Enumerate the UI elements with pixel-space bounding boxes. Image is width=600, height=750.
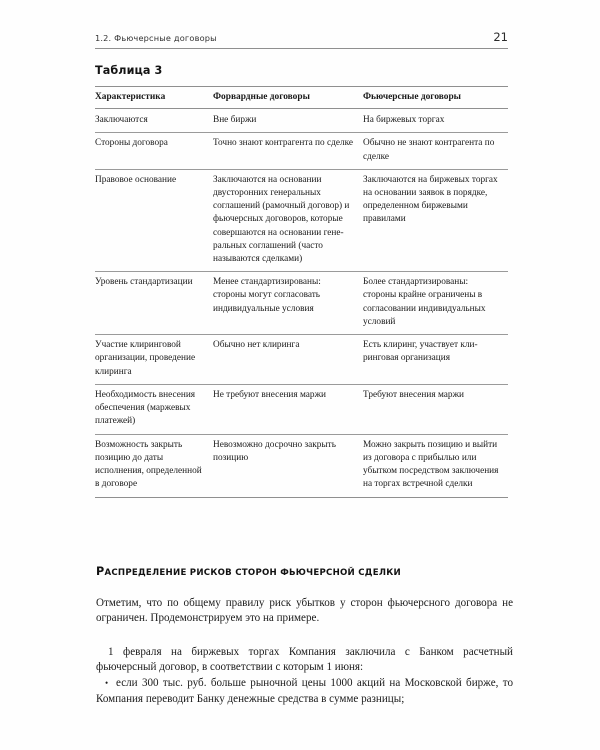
comparison-table bbox=[95, 86, 508, 498]
column-header-futures: Фьючерсные договоры bbox=[363, 87, 508, 109]
example-block bbox=[96, 645, 513, 707]
table-row bbox=[95, 435, 508, 498]
bullet-list bbox=[96, 676, 513, 707]
cell-characteristic: Уровень стандартизации bbox=[95, 272, 213, 335]
table-row bbox=[95, 335, 508, 385]
table-row bbox=[95, 272, 508, 335]
table-caption: Таблица 3 bbox=[95, 64, 163, 77]
intro-paragraph: Отметим, что по общему правилу риск убытков у сторон фьючерсного договора не ограничен. Продемонстрируем это на примере. bbox=[96, 597, 513, 625]
cell-futures: Заключаются на биржевых торгах на основании заявок в порядке, определенном биржевыми правилами bbox=[363, 170, 508, 272]
cell-futures: Требуют внесения маржи bbox=[363, 385, 508, 435]
running-header bbox=[95, 30, 508, 44]
section-heading-initial: Р bbox=[96, 565, 105, 578]
page-number: 21 bbox=[493, 30, 508, 44]
intro-paragraph-block bbox=[96, 596, 513, 627]
cell-characteristic: Правовое основание bbox=[95, 170, 213, 272]
table-row bbox=[95, 133, 508, 170]
cell-forward: Точно знают контрагента по сделке bbox=[213, 133, 363, 170]
list-item bbox=[96, 676, 513, 707]
section-heading bbox=[96, 565, 401, 578]
cell-characteristic: Необходимость внесения обеспечения (маржевых платежей) bbox=[95, 385, 213, 435]
cell-characteristic: Стороны договора bbox=[95, 133, 213, 170]
table-row bbox=[95, 109, 508, 133]
cell-forward: Невозможно досрочно закрыть позицию bbox=[213, 435, 363, 498]
table-header-row bbox=[95, 87, 508, 109]
cell-characteristic: Возможность закрыть позицию до даты исполнения, определенной в договоре bbox=[95, 435, 213, 498]
bullet-dot-icon: • bbox=[105, 678, 109, 689]
cell-forward: Обычно нет клиринга bbox=[213, 335, 363, 385]
cell-futures: Обычно не знают контрагента по сделке bbox=[363, 133, 508, 170]
table-head bbox=[95, 87, 508, 109]
table-body bbox=[95, 109, 508, 498]
cell-characteristic: Участие клиринговой организации, проведение клиринга bbox=[95, 335, 213, 385]
cell-forward: Заключаются на основании двусторонних генеральных соглашений (рамочный договор) и фьючерсных договоров, которые совершаются на основании генеральных соглашений (часто называются сделками) bbox=[213, 170, 363, 272]
table-row bbox=[95, 170, 508, 272]
cell-forward: Менее стандартизированы: стороны могут согласовать индивидуальные условия bbox=[213, 272, 363, 335]
table-row bbox=[95, 385, 508, 435]
column-header-forward: Форвардные договоры bbox=[213, 87, 363, 109]
cell-futures: Есть клиринг, участвует клиринговая организация bbox=[363, 335, 508, 385]
cell-characteristic: Заключаются bbox=[95, 109, 213, 133]
column-header-characteristic: Характеристика bbox=[95, 87, 213, 109]
list-item-text: если 300 тыс. руб. больше рыночной цены 1000 акций на Московской бирже, то Компания переводит Банку денежные средства в сумме разницы; bbox=[96, 677, 513, 705]
section-heading-text: АСПРЕДЕЛЕНИЕ РИСКОВ СТОРОН ФЬЮЧЕРСНОЙ СДЕЛКИ bbox=[104, 568, 401, 578]
cell-forward: Вне биржи bbox=[213, 109, 363, 133]
cell-futures: Более стандартизированы: стороны крайне ограничены в согласовании индивидуальных условий bbox=[363, 272, 508, 335]
header-rule bbox=[95, 48, 508, 49]
cell-futures: На биржевых торгах bbox=[363, 109, 508, 133]
cell-forward: Не требуют внесения маржи bbox=[213, 385, 363, 435]
example-paragraph: 1 февраля на биржевых торгах Компания заключила с Банком расчетный фьючерсный договор, в соответствии с которым 1 июня: bbox=[96, 646, 513, 674]
running-header-title: 1.2. Фьючерсные договоры bbox=[95, 33, 217, 43]
cell-futures: Можно закрыть позицию и выйти из договора с прибылью или убытком посредством заключения на торгах встречной сделки bbox=[363, 435, 508, 498]
